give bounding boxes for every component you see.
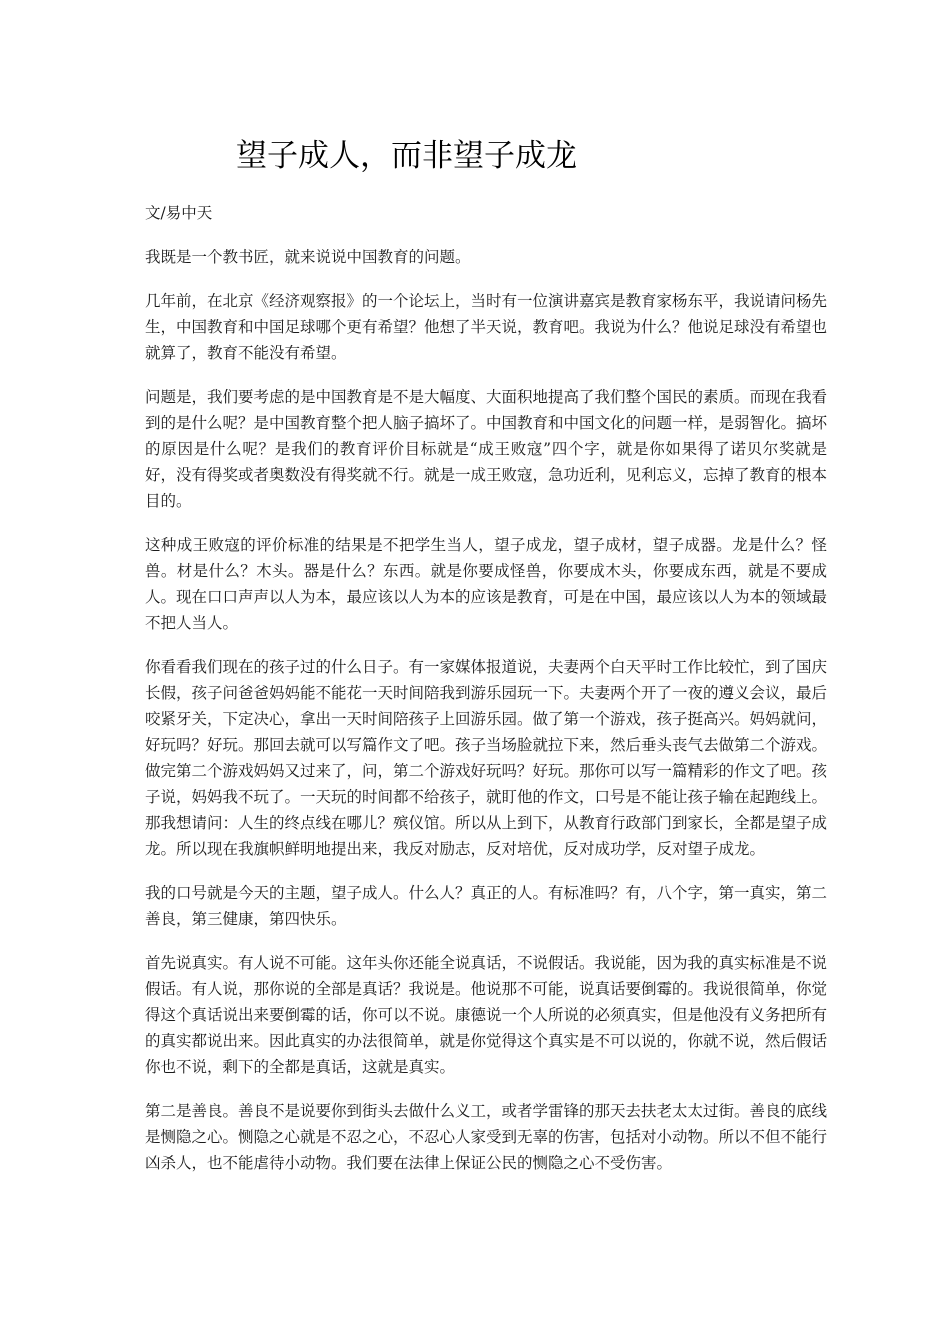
paragraph: 我的口号就是今天的主题，望子成人。什么人？真正的人。有标准吗？有，八个字，第一真实，第二善良，第三健康，第四快乐。 [145,884,828,928]
paragraph: 我既是一个教书匠，就来说说中国教育的问题。 [145,248,471,266]
document-body [145,200,827,1194]
paragraph: 几年前，在北京《经济观察报》的一个论坛上，当时有一位演讲嘉宾是教育家杨东平，我说请问杨先生，中国教育和中国足球哪个更有希望？他想了半天说，教育吧。我说为什么？他说足球没有希望也就算了，教育不能没有希望。 [145,292,828,362]
paragraph: 你看看我们现在的孩子过的什么日子。有一家媒体报道说，夫妻两个白天平时工作比较忙，到了国庆长假，孩子问爸爸妈妈能不能花一天时间陪我到游乐园玩一下。夫妻两个开了一夜的遵义会议，最后咬紧牙关，下定决心，拿出一天时间陪孩子上回游乐园。做了第一个游戏，孩子挺高兴。妈妈就问，好玩吗？好玩。那回去就可以写篇作文了吧。孩子当场脸就拉下来，然后垂头丧气去做第二个游戏。做完第二个游戏妈妈又过来了，问，第二个游戏好玩吗？好玩。那你可以写一篇精彩的作文了吧。孩子说，妈妈我不玩了。一天玩的时间都不给孩子，就盯他的作文，口号是不能让孩子输在起跑线上。那我想请问：人生的终点线在哪儿？殡仪馆。所以从上到下，从教育行政部门到家长，全都是望子成龙。所以现在我旗帜鲜明地提出来，我反对励志，反对培优，反对成功学，反对望子成龙。 [145,658,828,858]
document-title: 望子成人，而非望子成龙 [236,138,577,174]
paragraph: 问题是，我们要考虑的是中国教育是不是大幅度、大面积地提高了我们整个国民的素质。而现在我看到的是什么呢？是中国教育整个把人脑子搞坏了。中国教育和中国文化的问题一样，是弱智化。搞坏的原因是什么呢？是我们的教育评价目标就是“成王败寇”四个字，就是你如果得了诺贝尔奖就是好，没有得奖或者奥数没有得奖就不行。就是一成王败寇，急功近利，见利忘义，忘掉了教育的根本目的。 [145,388,828,510]
paragraph: 首先说真实。有人说不可能。这年头你还能全说真话，不说假话。我说能，因为我的真实标准是不说假话。有人说，那你说的全部是真话？我说是。他说那不可能，说真话要倒霉的。我说很简单，你觉得这个真话说出来要倒霉的话，你可以不说。康德说一个人所说的必须真实，但是他没有义务把所有的真实都说出来。因此真实的办法很简单，就是你觉得这个真实是不可以说的，你就不说，然后假话你也不说，剩下的全都是真话，这就是真实。 [145,954,828,1076]
author-line: 文/易中天 [145,204,213,222]
paragraph: 这种成王败寇的评价标准的结果是不把学生当人，望子成龙，望子成材，望子成器。龙是什么？怪兽。材是什么？木头。器是什么？东西。就是你要成怪兽，你要成木头，你要成东西，就是不要成人。现在口口声声以人为本，最应该以人为本的应该是教育，可是在中国，最应该以人为本的领域最不把人当人。 [145,536,828,632]
paragraph: 第二是善良。善良不是说要你到街头去做什么义工，或者学雷锋的那天去扶老太太过街。善良的底线是恻隐之心。恻隐之心就是不忍之心，不忍心人家受到无辜的伤害，包括对小动物。所以不但不能行凶杀人，也不能虐待小动物。我们要在法律上保证公民的恻隐之心不受伤害。 [145,1102,828,1172]
